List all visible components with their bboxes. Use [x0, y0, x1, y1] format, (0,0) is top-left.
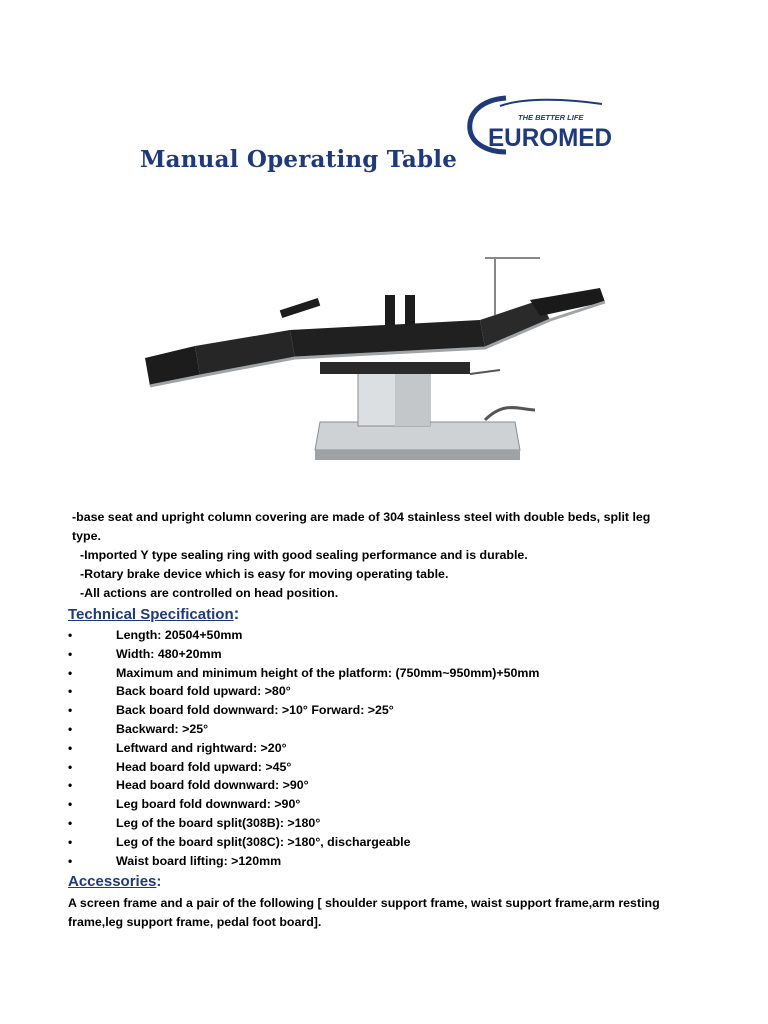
spec-text: Width: 480+20mm: [116, 646, 222, 661]
list-item: [68, 795, 708, 814]
spec-text: Head board fold downward: >90°: [116, 778, 309, 793]
spec-text: Leg board fold downward: >90°: [116, 797, 301, 812]
spec-text: Leg of the board split(308C): >180°, dischargeable: [116, 834, 411, 849]
bullet: •: [68, 759, 73, 774]
tech-spec-heading: [68, 604, 239, 624]
spec-text: Backward: >25°: [116, 721, 209, 736]
tech-spec-colon: :: [233, 604, 240, 623]
spec-text: Back board fold downward: >10° Forward: >25°: [116, 703, 394, 718]
tech-spec-heading-text: Technical Specification: [68, 606, 234, 623]
spec-text: Waist board lifting: >120mm: [116, 853, 282, 868]
bullet: •: [68, 797, 73, 812]
accessories-heading: [68, 873, 161, 890]
bullet: •: [68, 684, 73, 699]
list-item: [68, 739, 708, 758]
logo-tagline: THE BETTER LIFE: [518, 113, 584, 122]
list-item: [68, 682, 708, 701]
list-item: [68, 701, 708, 720]
bullet: •: [68, 815, 73, 830]
accessories-colon: :: [156, 873, 162, 890]
bullet: •: [68, 853, 73, 868]
list-item: [68, 852, 708, 871]
accessories-heading-text: Accessories: [68, 873, 157, 890]
bullet: •: [68, 703, 73, 718]
intro-line: -base seat and upright column covering are made of 304 stainless steel with double beds, split leg type.: [72, 510, 651, 543]
spec-text: Maximum and minimum height of the platform: (750mm~950mm)+50mm: [116, 665, 540, 680]
list-item: [68, 814, 708, 833]
list-item: [68, 664, 708, 683]
spec-text: Back board fold upward: >80°: [116, 684, 291, 699]
bullet: •: [68, 721, 73, 736]
bullet: •: [68, 646, 73, 661]
spec-text: Leg of the board split(308B): >180°: [116, 815, 321, 830]
euromed-logo: [462, 92, 622, 162]
spec-list: [68, 626, 708, 870]
accessories-text: A screen frame and a pair of the following [ shoulder support frame, waist support frame,arm resting frame,leg support frame, pedal foot board].: [68, 896, 660, 929]
list-item: [68, 776, 708, 795]
spec-text: Head board fold upward: >45°: [116, 759, 292, 774]
spec-text: Length: 20504+50mm: [116, 628, 243, 642]
list-item: [68, 626, 708, 645]
spec-text: Leftward and rightward: >20°: [116, 740, 287, 755]
bullet: •: [68, 628, 73, 642]
intro-line: -Imported Y type sealing ring with good sealing performance and is durable.: [80, 548, 528, 562]
list-item: [68, 720, 708, 739]
bullet: •: [68, 834, 73, 849]
bullet: •: [68, 778, 73, 793]
list-item: [68, 833, 708, 852]
list-item: [68, 645, 708, 664]
page-title: Manual Operating Table: [140, 146, 458, 173]
operating-table-image: [140, 250, 610, 470]
intro-line: -All actions are controlled on head position.: [80, 586, 339, 600]
list-item: [68, 758, 708, 777]
bullet: •: [68, 665, 73, 680]
intro-line: -Rotary brake device which is easy for moving operating table.: [80, 567, 449, 581]
intro-text: [68, 508, 668, 603]
bullet: •: [68, 740, 73, 755]
logo-brand: EUROMED: [488, 124, 612, 152]
